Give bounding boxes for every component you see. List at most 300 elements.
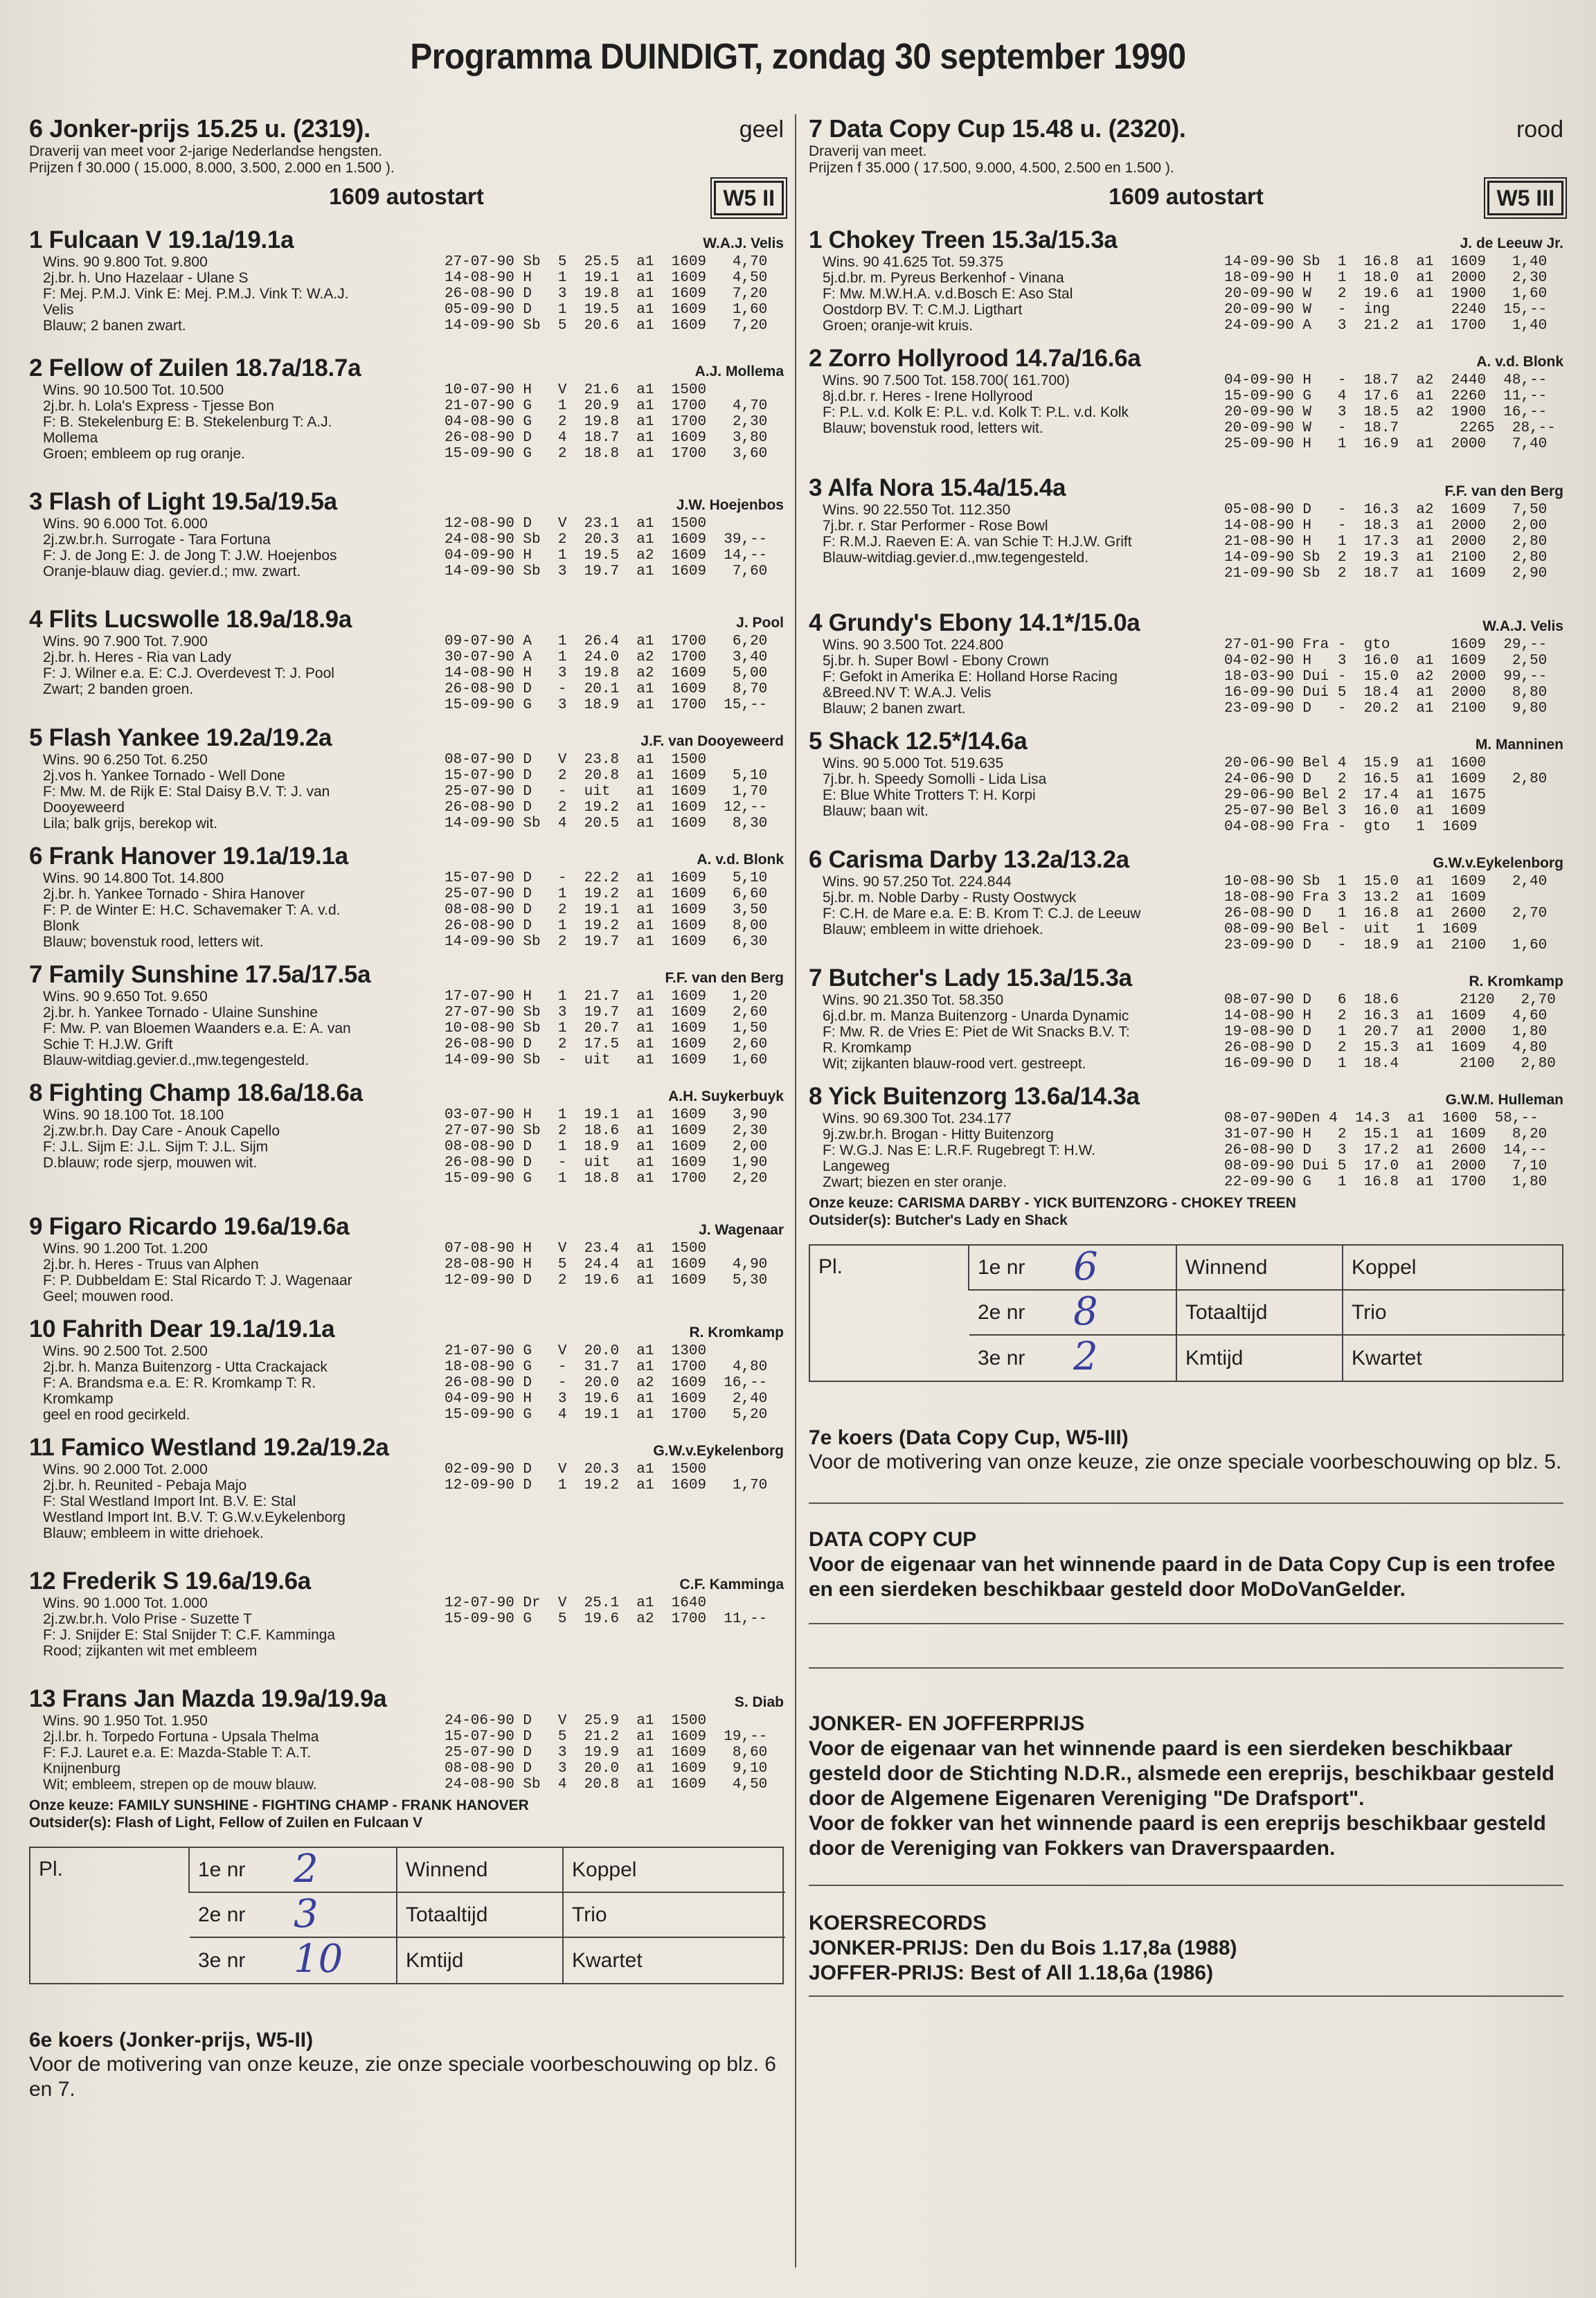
horse-starts xyxy=(1224,1111,1563,1190)
start-record: 08-09-90 Dui 5 17.0 a1 2000 7,10 xyxy=(1224,1158,1548,1174)
start-record: 20-09-90 W - 18.7 2265 28,-- xyxy=(1224,420,1556,436)
horse-info-line: F: F.J. Lauret e.a. E: Mazda-Stable T: A.T. xyxy=(43,1745,312,1761)
horse-info-line: Westland Import Int. B.V. T: G.W.v.Eykelenborg xyxy=(43,1509,346,1525)
our-pick: Onze keuze: CARISMA DARBY - YICK BUITENZORG - CHOKEY TREEN xyxy=(809,1195,1296,1211)
horse-info xyxy=(29,634,445,713)
horse-info-line: Blauw; bovenstuk rood, letters wit. xyxy=(43,934,264,950)
horse-body xyxy=(29,1713,784,1793)
horse-name: 5 Shack 12.5*/14.6a xyxy=(809,728,1028,755)
horse-trainer: J. Pool xyxy=(736,615,784,631)
race-7-column xyxy=(809,114,1563,1997)
bet-row-3[interactable] xyxy=(190,1938,397,1983)
horse-entry xyxy=(29,724,784,832)
horse-info xyxy=(29,870,445,950)
start-record: 26-08-90 D 3 19.8 a1 1609 7,20 xyxy=(445,286,768,302)
horse-info xyxy=(809,637,1224,717)
horse-header xyxy=(29,488,784,516)
start-record: 26-08-90 D 2 17.5 a1 1609 2,60 xyxy=(445,1036,768,1052)
horse-trainer: R. Kromkamp xyxy=(1469,973,1563,989)
bet-kwartet: Kwartet xyxy=(572,1948,643,1972)
horse-starts xyxy=(445,989,784,1068)
horse-body xyxy=(809,502,1563,582)
start-record: 30-07-90 A 1 24.0 a2 1700 3,40 xyxy=(445,649,768,665)
horse-body xyxy=(29,870,784,950)
horse-info-line: Groen; oranje-wit kruis. xyxy=(823,318,974,334)
horse-name: 8 Yick Buitenzorg 13.6a/14.3a xyxy=(809,1083,1140,1110)
race-6-column xyxy=(29,114,784,2102)
horse-name: 8 Fighting Champ 18.6a/18.6a xyxy=(29,1079,363,1106)
horse-entry xyxy=(29,1213,784,1304)
start-record: 21-08-90 H 1 17.3 a1 2000 2,80 xyxy=(1224,534,1548,550)
horse-info-line: F: Mw. M.W.H.A. v.d.Bosch E: Aso Stal xyxy=(823,286,1073,302)
horse-info-line: Blonk xyxy=(43,918,80,934)
start-record: 25-07-90 D 3 19.9 a1 1609 8,60 xyxy=(445,1745,768,1761)
start-record: 28-08-90 H 5 24.4 a1 1609 4,90 xyxy=(445,1257,768,1273)
horse-name: 7 Family Sunshine 17.5a/17.5a xyxy=(29,961,371,988)
handwritten-number: 2 xyxy=(1073,1334,1098,1379)
horse-info xyxy=(809,254,1224,334)
horse-info-line: Wins. 90 9.650 Tot. 9.650 xyxy=(43,989,208,1005)
start-record: 31-07-90 H 2 15.1 a1 1609 8,20 xyxy=(1224,1126,1548,1142)
horse-info-line: Wins. 90 2.500 Tot. 2.500 xyxy=(43,1343,208,1359)
horse-info-line: Wins. 90 21.350 Tot. 58.350 xyxy=(823,992,1004,1008)
bet-row-label: 2e nr xyxy=(198,1903,246,1926)
record-joffer: JOFFER-PRIJS: Best of All 1.18,6a (1986) xyxy=(809,1962,1214,1984)
horse-body xyxy=(29,254,784,334)
horse-info xyxy=(29,989,445,1068)
horse-name: 2 Fellow of Zuilen 18.7a/18.7a xyxy=(29,354,361,381)
start-record: 25-07-90 Bel 3 16.0 a1 1609 xyxy=(1224,803,1487,819)
horse-starts xyxy=(445,1241,784,1304)
race-color: rood xyxy=(1516,116,1563,143)
horse-body xyxy=(809,637,1563,717)
divider-line xyxy=(809,1885,1563,1886)
start-record: 26-08-90 D - 20.1 a1 1609 8,70 xyxy=(445,681,768,697)
start-record: 18-09-90 H 1 18.0 a1 2000 2,30 xyxy=(1224,270,1548,286)
horse-body xyxy=(809,874,1563,953)
horse-name: 10 Fahrith Dear 19.1a/19.1a xyxy=(29,1316,335,1343)
horse-info-line: Wins. 90 22.550 Tot. 112.350 xyxy=(823,502,1011,518)
note-text: Voor de eigenaar van het winnende paard is een sierdeken beschikbaar gesteld door de Stichting N.D.R., alsmede een ereprijs, beschikbaar gesteld door de Algemene Eigenaren Vereniging "De Drafsport". xyxy=(809,1737,1554,1810)
race-class-badge: W5 II xyxy=(714,181,784,215)
horse-trainer: G.W.v.Eykelenborg xyxy=(653,1443,784,1459)
start-record: 18-08-90 G - 31.7 a1 1700 4,80 xyxy=(445,1359,768,1375)
start-record: 14-08-90 H 1 19.1 a1 1609 4,50 xyxy=(445,270,768,286)
start-record: 04-09-90 H - 18.7 a2 2440 48,-- xyxy=(1224,372,1548,388)
bet-trio: Trio xyxy=(1343,1291,1565,1336)
note-text-2: Voor de fokker van het winnende paard is een ereprijs beschikbaar gesteld door de Vereniging van Fokkers van Draverspaarden. xyxy=(809,1812,1546,1860)
horse-header xyxy=(809,474,1563,502)
horse-info-line: 2j.br. h. Lola's Express - Tjesse Bon xyxy=(43,398,274,414)
note-text: Voor de eigenaar van het winnende paard in de Data Copy Cup is een trofee en een sierdeken beschikbaar gesteld door MoDoVanGelder. xyxy=(809,1553,1556,1601)
horse-header xyxy=(29,1079,784,1107)
horse-info-line: Wins. 90 41.625 Tot. 59.375 xyxy=(823,254,1004,270)
bet-row-label: 3e nr xyxy=(978,1346,1025,1370)
horse-entry xyxy=(29,1079,784,1187)
bet-label: Winnend xyxy=(397,1848,564,1893)
horse-info-line: Blauw; 2 banen zwart. xyxy=(823,701,966,717)
horse-info-line: 2j.br. h. Yankee Tornado - Shira Hanover xyxy=(43,886,305,902)
start-record: 14-09-90 Sb - uit a1 1609 1,60 xyxy=(445,1052,768,1068)
horse-name: 13 Frans Jan Mazda 19.9a/19.9a xyxy=(29,1685,387,1712)
start-record: 14-09-90 Sb 4 20.5 a1 1609 8,30 xyxy=(445,816,768,832)
horse-starts xyxy=(1224,992,1563,1072)
start-record: 04-02-90 H 3 16.0 a1 1609 2,50 xyxy=(1224,653,1548,669)
start-record: 21-09-90 Sb 2 18.7 a1 1609 2,90 xyxy=(1224,566,1548,582)
horse-body xyxy=(809,254,1563,334)
horse-info-line: Wins. 90 7.500 Tot. 158.700( 161.700) xyxy=(823,372,1070,388)
horse-info xyxy=(29,1107,445,1187)
horse-starts xyxy=(445,870,784,950)
horse-entry xyxy=(809,728,1563,835)
horse-info xyxy=(29,1462,445,1541)
horse-info-line: F: A. Brandsma e.a. E: R. Kromkamp T: R. xyxy=(43,1375,316,1391)
race-class-badge: W5 III xyxy=(1487,181,1563,215)
horse-header xyxy=(29,226,784,254)
start-record: 20-09-90 W 3 18.5 a2 1900 16,-- xyxy=(1224,404,1548,420)
horse-trainer: R. Kromkamp xyxy=(689,1325,784,1340)
start-record: 04-09-90 H 1 19.5 a2 1609 14,-- xyxy=(445,548,768,564)
horse-entry xyxy=(29,488,784,580)
race-prizes: Prijzen f 30.000 ( 15.000, 8.000, 3.500, 2.000 en 1.500 ). xyxy=(29,160,395,176)
horse-info-line: Rood; zijkanten wit met embleem xyxy=(43,1643,258,1659)
start-record: 08-07-90Den 4 14.3 a1 1600 58,-- xyxy=(1224,1111,1539,1126)
horse-info-line: F: J. de Jong E: J. de Jong T: J.W. Hoejenbos xyxy=(43,548,337,564)
bet-row-1[interactable] xyxy=(190,1848,397,1893)
horse-info-line: geel en rood gecirkeld. xyxy=(43,1407,190,1423)
horse-info-line: Langeweg xyxy=(823,1158,890,1174)
horse-name: 3 Flash of Light 19.5a/19.5a xyxy=(29,488,337,515)
horse-header xyxy=(809,964,1563,992)
horse-entry xyxy=(809,846,1563,953)
start-record: 23-09-90 D - 20.2 a1 2100 9,80 xyxy=(1224,701,1548,717)
horse-info-line: Wins. 90 3.500 Tot. 224.800 xyxy=(823,637,1004,653)
horse-name: 6 Frank Hanover 19.1a/19.1a xyxy=(29,843,348,870)
start-type: 1609 autostart xyxy=(329,183,484,209)
horse-list xyxy=(29,226,784,1793)
horse-info-line: F: R.M.J. Raeven E: A. van Schie T: H.J.W. Grift xyxy=(823,534,1132,550)
bet-label: Totaaltijd xyxy=(1177,1291,1343,1336)
horse-entry xyxy=(29,354,784,462)
horse-header xyxy=(29,606,784,634)
start-record: 12-08-90 D V 23.1 a1 1500 xyxy=(445,516,707,532)
horse-trainer: G.W.v.Eykelenborg xyxy=(1433,855,1563,871)
race-header xyxy=(29,114,784,143)
horse-info-line: F: C.H. de Mare e.a. E: B. Krom T: C.J. de Leeuw xyxy=(823,906,1141,922)
start-record: 23-09-90 D - 18.9 a1 2100 1,60 xyxy=(1224,937,1548,953)
start-record: 26-08-90 D 4 18.7 a1 1609 3,80 xyxy=(445,430,768,446)
bet-row-label: 1e nr xyxy=(198,1858,246,1881)
horse-info xyxy=(809,755,1224,835)
horse-starts xyxy=(1224,637,1563,717)
start-record: 04-08-90 Fra - gto 1 1609 xyxy=(1224,819,1478,835)
start-record: 05-08-90 D - 16.3 a2 1609 7,50 xyxy=(1224,502,1548,518)
horse-trainer: G.W.M. Hulleman xyxy=(1445,1092,1563,1108)
note-heading: DATA COPY CUP xyxy=(809,1528,977,1551)
horse-info-line: Blauw; baan wit. xyxy=(823,803,929,819)
start-record: 25-09-90 H 1 16.9 a1 2000 7,40 xyxy=(1224,436,1548,452)
bet-place-label: Pl. xyxy=(810,1246,969,1291)
start-record: 14-08-90 H - 18.3 a1 2000 2,00 xyxy=(1224,518,1548,534)
horse-info xyxy=(29,1595,445,1659)
start-record: 14-09-90 Sb 5 20.6 a1 1609 7,20 xyxy=(445,318,768,334)
start-record: 04-08-90 G 2 19.8 a1 1700 2,30 xyxy=(445,414,768,430)
horse-header xyxy=(809,1083,1563,1111)
start-record: 26-08-90 D 3 17.2 a1 2600 14,-- xyxy=(1224,1142,1548,1158)
horse-info-line: Blauw-witdiag.gevier.d.,mw.tegengesteld. xyxy=(43,1052,310,1068)
start-record: 26-08-90 D 1 19.2 a1 1609 8,00 xyxy=(445,918,768,934)
horse-info-line: Wins. 90 5.000 Tot. 519.635 xyxy=(823,755,1004,771)
horse-info-line: Blauw; embleem in witte driehoek. xyxy=(823,922,1043,937)
start-record: 20-06-90 Bel 4 15.9 a1 1600 xyxy=(1224,755,1487,771)
horse-name: 4 Grundy's Ebony 14.1*/15.0a xyxy=(809,609,1140,636)
horse-starts xyxy=(445,382,784,462)
start-record: 10-08-90 Sb 1 20.7 a1 1609 1,50 xyxy=(445,1021,768,1036)
bet-label: Kmtijd xyxy=(397,1938,564,1983)
horse-info xyxy=(809,992,1224,1072)
outsiders: Outsider(s): Butcher's Lady en Shack xyxy=(809,1212,1068,1228)
horse-info-line: Geel; mouwen rood. xyxy=(43,1289,174,1304)
start-record: 24-06-90 D V 25.9 a1 1500 xyxy=(445,1713,707,1729)
start-record: 02-09-90 D V 20.3 a1 1500 xyxy=(445,1462,707,1478)
horse-trainer: J.W. Hoejenbos xyxy=(676,497,784,513)
race-title: 6 Jonker-prijs 15.25 u. (2319). xyxy=(29,114,370,143)
horse-trainer: F.F. van den Berg xyxy=(1444,483,1563,499)
jonker-jofferprijs-note xyxy=(809,1712,1563,1861)
start-record: 24-08-90 Sb 2 20.3 a1 1609 39,-- xyxy=(445,532,768,548)
horse-starts xyxy=(1224,874,1563,953)
horse-entry xyxy=(29,961,784,1068)
horse-info-line: Blauw; 2 banen zwart. xyxy=(43,318,186,334)
race-title: 7 Data Copy Cup 15.48 u. (2320). xyxy=(809,114,1186,143)
start-record: 10-08-90 Sb 1 15.0 a1 1609 2,40 xyxy=(1224,874,1548,890)
horse-info-line: &Breed.NV T: W.A.J. Velis xyxy=(823,685,992,701)
race-prizes: Prijzen f 35.000 ( 17.500, 9.000, 4.500, 2.500 en 1.500 ). xyxy=(809,160,1174,176)
horse-entry xyxy=(29,606,784,713)
bet-label: Kmtijd xyxy=(1177,1336,1343,1381)
horse-info-line: F: Mw. R. de Vries E: Piet de Wit Snacks B.V. T: xyxy=(823,1024,1130,1040)
note-heading: KOERSRECORDS xyxy=(809,1912,987,1935)
bet-row-3[interactable] xyxy=(969,1336,1177,1381)
horse-info-line: F: W.G.J. Nas E: L.R.F. Rugebregt T: H.W. xyxy=(823,1142,1096,1158)
horse-info-line: Oostdorp BV. T: C.M.J. Ligthart xyxy=(823,302,1023,318)
horse-info xyxy=(29,254,445,334)
horse-info-line: Wins. 90 1.000 Tot. 1.000 xyxy=(43,1595,208,1611)
bet-row-2[interactable] xyxy=(190,1893,397,1938)
horse-info-line: F: Mw. P. van Bloemen Waanders e.a. E: A. van xyxy=(43,1021,351,1036)
horse-name: 6 Carisma Darby 13.2a/13.2a xyxy=(809,846,1129,873)
horse-body xyxy=(29,1107,784,1187)
record-jonker: JONKER-PRIJS: Den du Bois 1.17,8a (1988) xyxy=(809,1937,1237,1959)
horse-entry xyxy=(809,964,1563,1072)
race-start xyxy=(29,178,784,215)
horse-body xyxy=(29,382,784,462)
horse-trainer: M. Manninen xyxy=(1475,737,1563,753)
horse-info xyxy=(29,1241,445,1304)
start-record: 24-06-90 D 2 16.5 a1 1609 2,80 xyxy=(1224,771,1548,787)
horse-starts xyxy=(445,516,784,580)
race-description: Draverij van meet voor 2-jarige Nederlandse hengsten. xyxy=(29,143,383,159)
bet-form xyxy=(809,1244,1563,1382)
horse-trainer: J. Wagenaar xyxy=(699,1222,784,1238)
start-record: 18-08-90 Fra 3 13.2 a1 1609 xyxy=(1224,890,1487,906)
horse-info-line: F: Mw. M. de Rijk E: Stal Daisy B.V. T: J. van xyxy=(43,784,330,800)
bet-kwartet: Kwartet xyxy=(1352,1346,1422,1370)
horse-trainer: C.F. Kamminga xyxy=(679,1577,784,1592)
horse-trainer: A.J. Mollema xyxy=(694,363,784,379)
divider-line xyxy=(809,1667,1563,1669)
note-text: Voor de motivering van onze keuze, zie onze speciale voorbeschouwing op blz. 5. xyxy=(809,1451,1562,1473)
start-record: 14-09-90 Sb 3 19.7 a1 1609 7,60 xyxy=(445,564,768,580)
bet-koppel: Koppel xyxy=(564,1848,785,1893)
race-7-note xyxy=(809,1426,1563,1475)
start-record: 05-09-90 D 1 19.5 a1 1609 1,60 xyxy=(445,302,768,318)
page-title: Programma DUINDIGT, zondag 30 september 1990 xyxy=(410,37,1186,77)
bet-row-label: 3e nr xyxy=(198,1948,246,1972)
handwritten-number: 3 xyxy=(294,1892,319,1937)
bet-label: Winnend xyxy=(1177,1246,1343,1291)
horse-name: 1 Fulcaan V 19.1a/19.1a xyxy=(29,226,294,253)
note-heading: 7e koers (Data Copy Cup, W5-III) xyxy=(809,1426,1129,1449)
horse-info-line: Blauw-witdiag.gevier.d.,mw.tegengesteld. xyxy=(823,550,1089,566)
start-record: 27-07-90 Sb 2 18.6 a1 1609 2,30 xyxy=(445,1123,768,1139)
horse-header xyxy=(29,1568,784,1595)
horse-body xyxy=(809,372,1563,452)
horse-name: 1 Chokey Treen 15.3a/15.3a xyxy=(809,226,1118,253)
horse-info xyxy=(29,1343,445,1423)
start-record: 12-07-90 Dr V 25.1 a1 1640 xyxy=(445,1595,707,1611)
horse-trainer: A.H. Suykerbuyk xyxy=(668,1088,784,1104)
horse-header xyxy=(809,345,1563,372)
start-record: 16-09-90 Dui 5 18.4 a1 2000 8,80 xyxy=(1224,685,1548,701)
start-record: 14-09-90 Sb 1 16.8 a1 1609 1,40 xyxy=(1224,254,1548,270)
start-record: 15-07-90 D 2 20.8 a1 1609 5,10 xyxy=(445,768,768,784)
horse-body xyxy=(29,1241,784,1304)
bet-row-1[interactable] xyxy=(969,1246,1177,1291)
horse-info xyxy=(809,372,1224,452)
horse-info-line: 5j.br. m. Noble Darby - Rusty Oostwyck xyxy=(823,890,1077,906)
note-heading: 6e koers (Jonker-prijs, W5-II) xyxy=(29,2029,314,2052)
race-description: Draverij van meet. xyxy=(809,143,927,159)
horse-starts xyxy=(445,1343,784,1423)
horse-trainer: W.A.J. Velis xyxy=(703,235,784,251)
horse-info-line: E: Blue White Trotters T: H. Korpi xyxy=(823,787,1036,803)
horse-info-line: F: J. Wilner e.a. E: C.J. Overdevest T: J. Pool xyxy=(43,665,334,681)
horse-header xyxy=(29,961,784,989)
horse-info-line: Knijnenburg xyxy=(43,1761,121,1777)
horse-info-line: Wins. 90 14.800 Tot. 14.800 xyxy=(43,870,224,886)
horse-name: 7 Butcher's Lady 15.3a/15.3a xyxy=(809,964,1132,991)
horse-header xyxy=(809,846,1563,874)
horse-info-line: 2j.br. h. Heres - Truus van Alphen xyxy=(43,1257,259,1273)
horse-starts xyxy=(445,1462,784,1541)
horse-trainer: F.F. van den Berg xyxy=(665,970,784,986)
start-record: 12-09-90 D 1 19.2 a1 1609 1,70 xyxy=(445,1478,768,1493)
horse-info-line: Velis xyxy=(43,302,74,318)
bet-row-label: 1e nr xyxy=(978,1255,1025,1279)
horse-info-line: F: Mej. P.M.J. Vink E: Mej. P.M.J. Vink T: W.A.J. xyxy=(43,286,349,302)
horse-info-line: Lila; balk grijs, berekop wit. xyxy=(43,816,218,832)
horse-info xyxy=(809,874,1224,953)
horse-info-line: 2j.zw.br.h. Surrogate - Tara Fortuna xyxy=(43,532,271,548)
start-record: 08-08-90 D 3 20.0 a1 1609 9,10 xyxy=(445,1761,768,1777)
start-record: 27-01-90 Fra - gto 1609 29,-- xyxy=(1224,637,1548,653)
column-divider xyxy=(795,114,796,2268)
start-record: 04-09-90 H 3 19.6 a1 1609 2,40 xyxy=(445,1391,768,1407)
horse-info-line: Schie T: H.J.W. Grift xyxy=(43,1036,173,1052)
horse-trainer: A. v.d. Blonk xyxy=(1476,354,1563,370)
horse-info-line: Wins. 90 9.800 Tot. 9.800 xyxy=(43,254,208,270)
start-record: 15-09-90 G 1 18.8 a1 1700 2,20 xyxy=(445,1171,768,1187)
start-record: 20-09-90 W 2 19.6 a1 1900 1,60 xyxy=(1224,286,1548,302)
horse-starts xyxy=(445,1107,784,1187)
horse-info-line: D.blauw; rode sjerp, mouwen wit. xyxy=(43,1155,258,1171)
horse-info-line: Wit; zijkanten blauw-rood vert. gestreept. xyxy=(823,1056,1086,1072)
start-record: 15-09-90 G 4 17.6 a1 2260 11,-- xyxy=(1224,388,1548,404)
horse-body xyxy=(809,1111,1563,1190)
horse-entry xyxy=(809,226,1563,334)
horse-info-line: Zwart; biezen en ster oranje. xyxy=(823,1174,1007,1190)
horse-info-line: Dooyeweerd xyxy=(43,800,125,816)
race-start xyxy=(809,178,1563,215)
horse-info-line: Zwart; 2 banden groen. xyxy=(43,681,194,697)
horse-name: 4 Flits Lucswolle 18.9a/18.9a xyxy=(29,606,352,633)
horse-info-line: Wins. 90 6.250 Tot. 6.250 xyxy=(43,752,208,768)
horse-name: 3 Alfa Nora 15.4a/15.4a xyxy=(809,474,1066,501)
horse-entry xyxy=(809,345,1563,452)
horse-starts xyxy=(445,634,784,713)
horse-info xyxy=(809,1111,1224,1190)
horse-info xyxy=(29,516,445,580)
start-record: 16-09-90 D 1 18.4 2100 2,80 xyxy=(1224,1056,1556,1072)
race-6-note xyxy=(29,2029,784,2102)
start-record: 21-07-90 G 1 20.9 a1 1700 4,70 xyxy=(445,398,768,414)
horse-info-line: F: J.L. Sijm E: J.L. Sijm T: J.L. Sijm xyxy=(43,1139,269,1155)
horse-body xyxy=(809,755,1563,835)
start-record: 24-09-90 A 3 21.2 a1 1700 1,40 xyxy=(1224,318,1548,334)
horse-list xyxy=(809,226,1563,1190)
horse-header xyxy=(29,1316,784,1343)
horse-info-line: Groen; embleem op rug oranje. xyxy=(43,446,245,462)
bet-label: Totaaltijd xyxy=(397,1893,564,1938)
start-record: 09-07-90 A 1 26.4 a1 1700 6,20 xyxy=(445,634,768,649)
bet-row-2[interactable] xyxy=(969,1291,1177,1336)
horse-info-line: 9j.zw.br.h. Brogan - Hitty Buitenzorg xyxy=(823,1126,1054,1142)
horse-header xyxy=(29,354,784,382)
horse-starts xyxy=(1224,254,1563,334)
handwritten-number: 6 xyxy=(1073,1244,1098,1289)
horse-entry xyxy=(29,1434,784,1541)
race-header xyxy=(809,114,1563,143)
start-record: 21-07-90 G V 20.0 a1 1300 xyxy=(445,1343,707,1359)
divider-line xyxy=(809,1995,1563,1997)
horse-info-line: Mollema xyxy=(43,430,98,446)
start-record: 14-09-90 Sb 2 19.7 a1 1609 6,30 xyxy=(445,934,768,950)
horse-name: 9 Figaro Ricardo 19.6a/19.6a xyxy=(29,1213,350,1240)
horse-entry xyxy=(809,474,1563,582)
horse-trainer: J. de Leeuw Jr. xyxy=(1460,235,1563,251)
horse-info-line: Wins. 90 1.200 Tot. 1.200 xyxy=(43,1241,208,1257)
horse-info-line: 6j.d.br. m. Manza Buitenzorg - Unarda Dynamic xyxy=(823,1008,1129,1024)
start-record: 10-07-90 H V 21.6 a1 1500 xyxy=(445,382,707,398)
horse-info-line: 2j.br. h. Yankee Tornado - Ulaine Sunshine xyxy=(43,1005,318,1021)
horse-info-line: Wins. 90 18.100 Tot. 18.100 xyxy=(43,1107,224,1123)
start-record: 26-08-90 D 2 15.3 a1 1609 4,80 xyxy=(1224,1040,1548,1056)
start-record: 15-09-90 G 4 19.1 a1 1700 5,20 xyxy=(445,1407,768,1423)
horse-info-line: Wins. 90 2.000 Tot. 2.000 xyxy=(43,1462,208,1478)
horse-info-line: Wins. 90 69.300 Tot. 234.177 xyxy=(823,1111,1012,1126)
horse-info-line: R. Kromkamp xyxy=(823,1040,912,1056)
